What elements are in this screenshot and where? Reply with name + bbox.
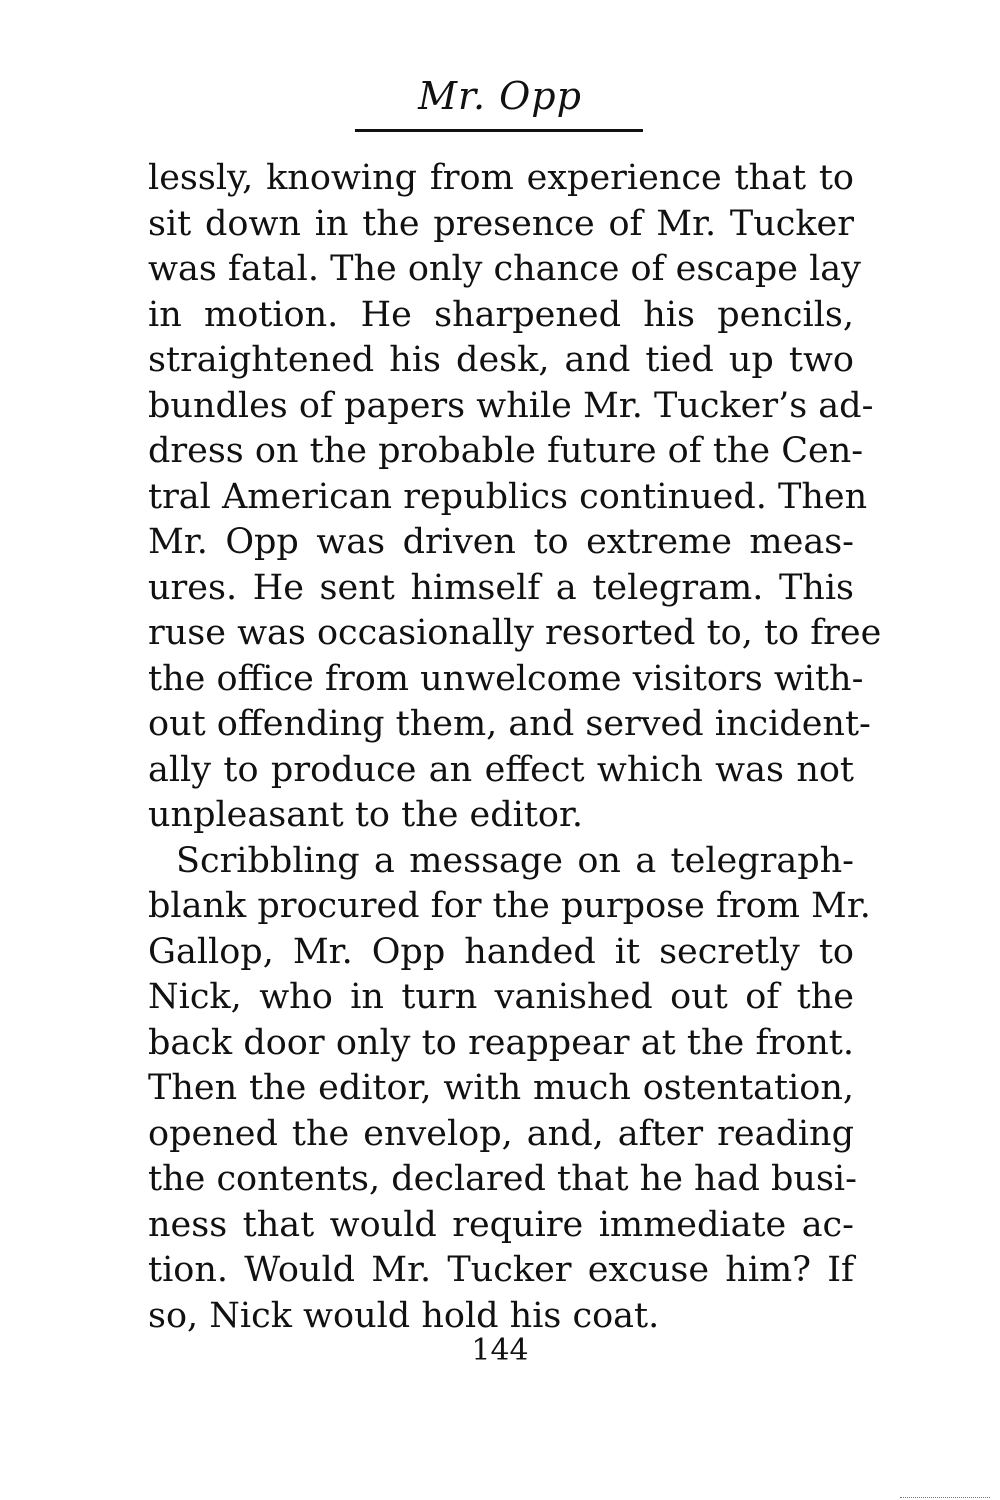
text-line: sit down in the presence of Mr. Tucker (148, 203, 854, 244)
text-line: tion. Would Mr. Tucker excuse him? If (148, 1250, 854, 1290)
header-rule (355, 129, 643, 132)
scan-mark (900, 1497, 990, 1499)
text-line: lessly, knowing from experience that to (148, 158, 854, 198)
text-line: Scribbling a message on a telegraph- (176, 840, 854, 881)
text-line: Nick, who in turn vanished out of the (148, 977, 854, 1017)
text-line: so, Nick would hold his coat. (148, 1295, 660, 1336)
text-line: opened the envelop, and, after reading (148, 1113, 854, 1154)
text-line: ures. He sent himself a telegram. This (148, 567, 854, 608)
page-number: 144 (471, 1333, 529, 1368)
text-line: in motion. He sharpened his pencils, (148, 294, 854, 335)
text-line: Mr. Opp was driven to extreme meas- (148, 522, 854, 562)
paragraph-2 (148, 839, 871, 1340)
text-line: Then the editor, with much ostentation, (148, 1068, 854, 1108)
text-line: the office from unwelcome visitors with- (148, 658, 864, 699)
text-line: back door only to reappear at the front. (148, 1022, 854, 1063)
text-line: straightened his desk, and tied up two (148, 340, 854, 380)
running-head-title: Mr. Opp (418, 74, 582, 118)
text-line: ruse was occasionally resorted to, to free (148, 613, 882, 653)
text-line: out offending them, and served incident- (148, 704, 871, 744)
text-line: unpleasant to the editor. (148, 795, 583, 835)
text-line: the contents, declared that he had busi- (148, 1159, 857, 1199)
text-line: blank procured for the purpose from Mr. (148, 886, 871, 926)
paragraph-1 (148, 156, 882, 839)
text-line: was fatal. The only chance of escape lay (148, 249, 861, 289)
text-line: bundles of papers while Mr. Tucker’s ad- (148, 385, 874, 426)
text-line: ness that would require immediate ac- (148, 1204, 854, 1245)
text-line: tral American republics continued. Then (148, 476, 868, 517)
body-text (148, 156, 882, 1339)
text-line: ally to produce an effect which was not (148, 749, 854, 790)
text-line: dress on the probable future of the Cen- (148, 431, 864, 471)
text-line: Gallop, Mr. Opp handed it secretly to (148, 931, 854, 972)
